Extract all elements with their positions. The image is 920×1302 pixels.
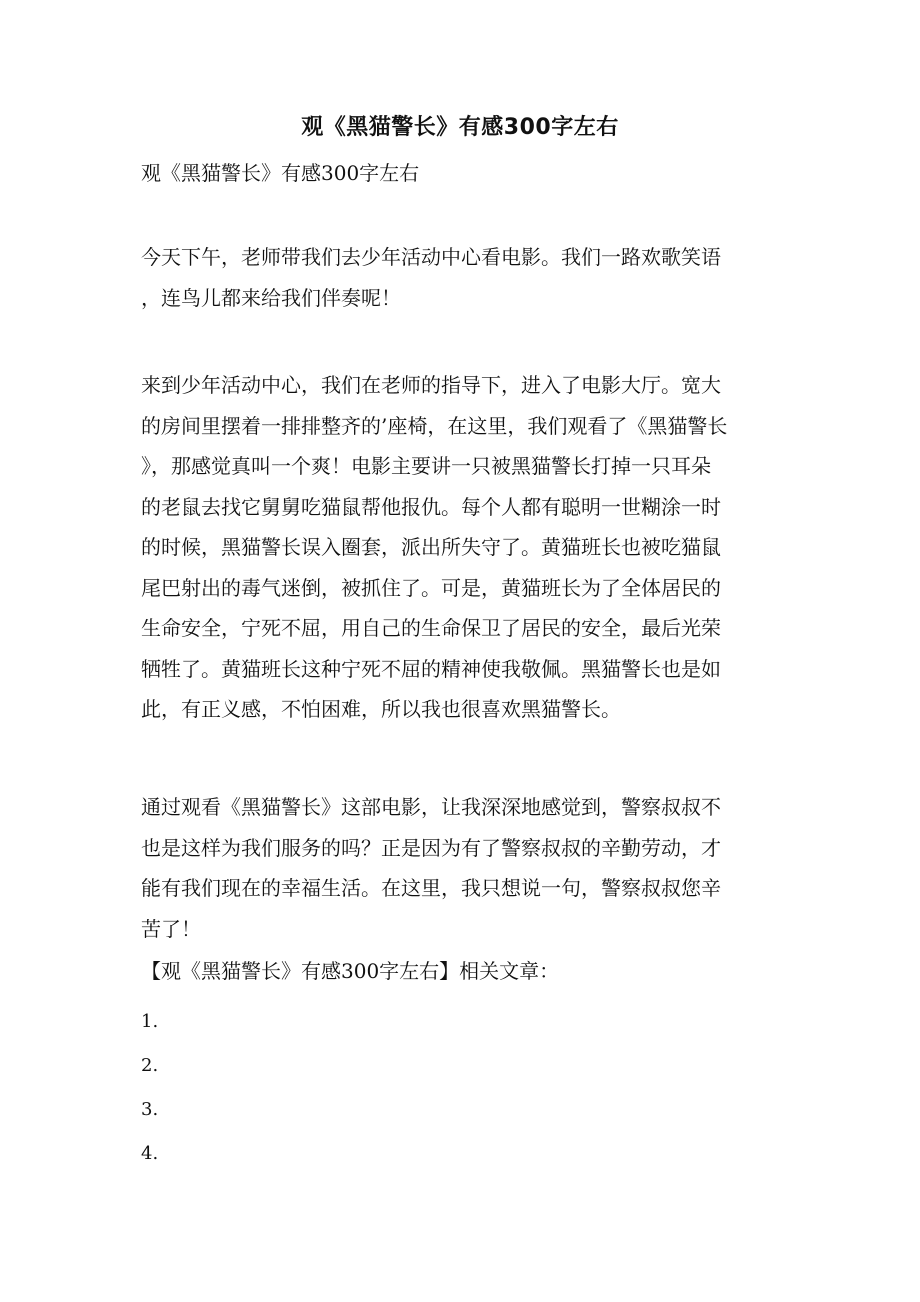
related-article-item[interactable]: 3. (141, 1099, 159, 1120)
paragraph-line: 今天下午，老师带我们去少年活动中心看电影。我们一路欢歌笑语 (141, 245, 721, 269)
paragraph-line: 尾巴射出的毒气迷倒，被抓住了。可是，黄猫班长为了全体居民的 (141, 575, 721, 600)
paragraph-line: 来到少年活动中心，我们在老师的指导下，进入了电影大厅。宽大 (141, 373, 721, 397)
paragraph-line: 生命安全，宁死不屈，用自己的生命保卫了居民的安全，最后光荣 (141, 616, 721, 640)
paragraph-line: 的房间里摆着一排排整齐的’座椅，在这里，我们观看了《黑猫警长 (141, 413, 728, 438)
document-title: 观《黑猫警长》有感300字左右 (301, 115, 619, 140)
paragraph-line: 能有我们现在的幸福生活。在这里，我只想说一句，警察叔叔您辛 (141, 876, 721, 900)
paragraph-line: 通过观看《黑猫警长》这部电影，让我深深地感觉到，警察叔叔不 (141, 795, 721, 819)
paragraph-3 (141, 787, 781, 949)
paragraph-line: 的时候，黑猫警长误入圈套，派出所失守了。黄猫班长也被吃猫鼠 (141, 535, 721, 559)
paragraph-line: 此，有正义感，不怕困难，所以我也很喜欢黑猫警长。 (141, 697, 621, 721)
document-subtitle: 观《黑猫警长》有感300字左右 (141, 161, 420, 185)
paragraph-line: 也是这样为我们服务的吗？正是因为有了警察叔叔的辛勤劳动，才 (141, 835, 721, 860)
related-article-item[interactable]: 4. (141, 1143, 159, 1164)
paragraph-line: 》，那感觉真叫一个爽！电影主要讲一只被黑猫警长打掉一只耳朵 (141, 454, 711, 478)
paragraph-line: ，连鸟儿都来给我们伴奏呢！ (141, 285, 401, 310)
paragraph-1 (141, 237, 781, 318)
related-article-item[interactable]: 1. (141, 1011, 159, 1032)
paragraph-line: 的老鼠去找它舅舅吃猫鼠帮他报仇。每个人都有聪明一世糊涂一时 (141, 494, 721, 519)
paragraph-line: 苦了！ (141, 916, 201, 941)
paragraph-line: 牺牲了。黄猫班长这种宁死不屈的精神使我敬佩。黑猫警长也是如 (141, 656, 721, 681)
related-article-item[interactable]: 2. (141, 1055, 159, 1076)
related-articles-heading: 【观《黑猫警长》有感300字左右】相关文章： (141, 959, 560, 983)
paragraph-2 (141, 365, 781, 730)
related-articles-list (141, 1000, 158, 1176)
